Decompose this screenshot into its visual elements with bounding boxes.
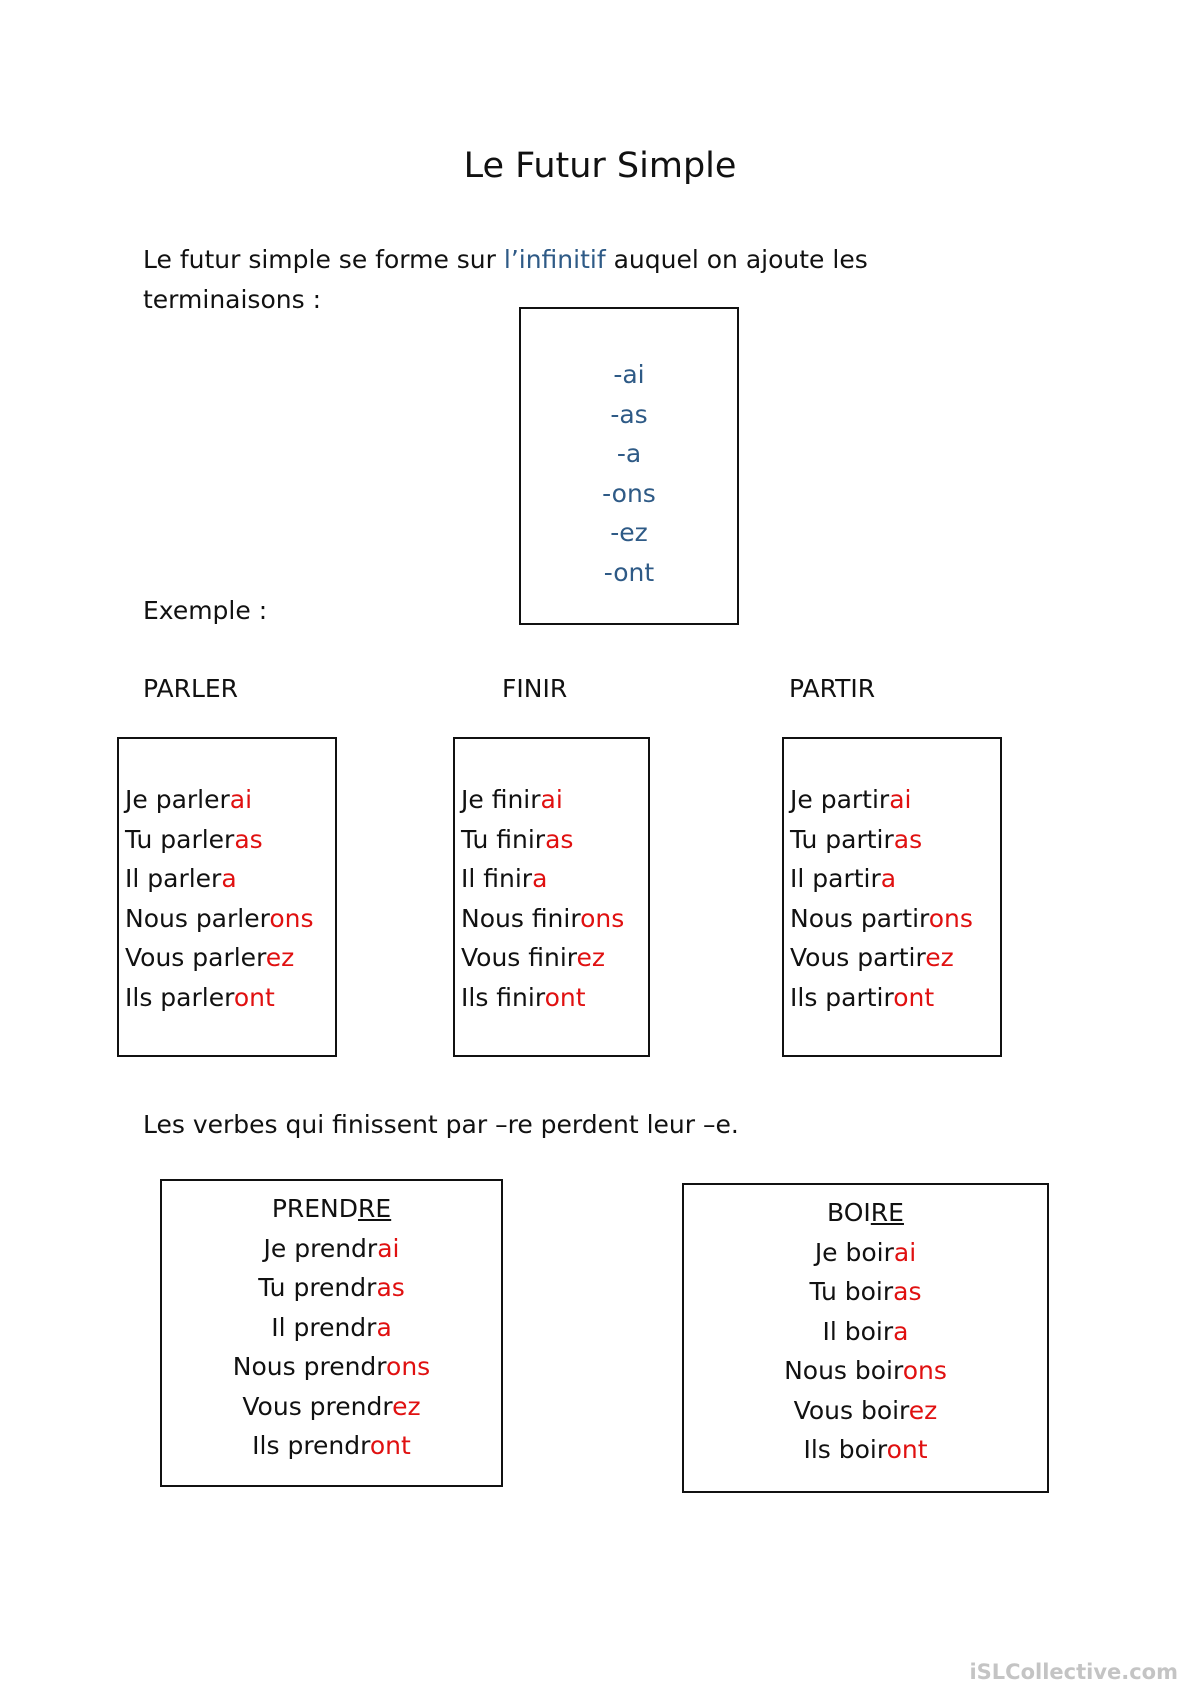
conjugation-row bbox=[162, 1308, 501, 1348]
row-ending: ez bbox=[925, 943, 954, 972]
row-ending: ons bbox=[269, 903, 314, 933]
row-stem: Nous finir bbox=[461, 903, 581, 933]
conjugation-row bbox=[790, 859, 1000, 899]
row-ending: as bbox=[376, 1273, 405, 1302]
conjugation-row bbox=[461, 899, 648, 939]
ending-item: -a bbox=[616, 439, 642, 468]
heading-suffix: RE bbox=[870, 1198, 904, 1227]
conjugation-row bbox=[790, 820, 1000, 860]
row-stem: Tu prendr bbox=[258, 1273, 377, 1302]
intro-after: auquel on ajoute les terminaisons : bbox=[143, 245, 868, 314]
row-ending: a bbox=[893, 1316, 909, 1346]
row-ending: as bbox=[545, 824, 574, 854]
conjugation-box-boire bbox=[682, 1183, 1049, 1493]
row-stem: Vous prendr bbox=[242, 1391, 393, 1421]
conjugation-row bbox=[461, 938, 648, 978]
ending-item: -ai bbox=[613, 360, 645, 389]
endings-box bbox=[519, 307, 739, 625]
row-ending: ont bbox=[886, 1435, 928, 1464]
row-ending: a bbox=[221, 864, 237, 893]
conjugation-row bbox=[162, 1229, 501, 1269]
verb-name-partir: PARTIR bbox=[789, 674, 876, 703]
conjugation-row bbox=[125, 938, 335, 978]
row-stem: Nous prendr bbox=[232, 1352, 387, 1381]
conjugation-row bbox=[125, 780, 335, 820]
row-stem: Vous boir bbox=[793, 1395, 909, 1425]
row-ending: a bbox=[880, 864, 897, 893]
row-ending: as bbox=[893, 1277, 922, 1306]
row-ending: as bbox=[893, 824, 923, 854]
row-stem: Tu boir bbox=[809, 1277, 894, 1306]
row-stem: Il finir bbox=[461, 864, 533, 893]
conjugation-row bbox=[684, 1272, 1047, 1312]
heading-stem: BOI bbox=[827, 1198, 871, 1227]
row-stem: Je boir bbox=[814, 1237, 894, 1267]
row-ending: ez bbox=[392, 1391, 421, 1421]
conjugation-row bbox=[125, 899, 335, 939]
row-stem: Il parler bbox=[125, 864, 222, 893]
row-stem: Vous partir bbox=[790, 943, 926, 972]
ending-item: -ez bbox=[610, 518, 648, 547]
row-stem: Tu partir bbox=[790, 824, 894, 854]
row-ending: ons bbox=[928, 903, 973, 933]
row-ending: as bbox=[234, 824, 263, 854]
row-ending: ons bbox=[902, 1356, 947, 1385]
verb-name-parler: PARLER bbox=[143, 674, 239, 703]
conjugation-row bbox=[684, 1351, 1047, 1391]
row-stem: Tu finir bbox=[461, 824, 546, 854]
row-ending: a bbox=[532, 864, 548, 893]
conjugation-row bbox=[684, 1233, 1047, 1273]
conjugation-row bbox=[125, 978, 335, 1018]
row-stem: Je finir bbox=[461, 785, 541, 814]
row-ending: ez bbox=[265, 943, 295, 972]
row-ending: ont bbox=[893, 982, 935, 1012]
row-stem: Je parler bbox=[125, 785, 230, 814]
verb-heading-prendre bbox=[162, 1189, 501, 1229]
verb-heading-boire bbox=[684, 1193, 1047, 1233]
heading-stem: PREND bbox=[271, 1194, 359, 1223]
row-stem: Nous partir bbox=[790, 903, 929, 933]
row-ending: ons bbox=[580, 903, 625, 933]
row-ending: ai bbox=[229, 785, 253, 814]
conjugation-row bbox=[162, 1426, 501, 1466]
verb-name-finir: FINIR bbox=[502, 674, 568, 703]
row-ending: ai bbox=[893, 1237, 917, 1267]
row-stem: Il boir bbox=[822, 1316, 894, 1346]
ending-item: -ons bbox=[602, 478, 656, 508]
row-stem: Je prendr bbox=[263, 1233, 378, 1263]
conjugation-row bbox=[125, 820, 335, 860]
row-ending: ont bbox=[544, 982, 586, 1012]
heading-suffix: RE bbox=[358, 1194, 392, 1223]
conjugation-row bbox=[790, 780, 1000, 820]
conjugation-row bbox=[461, 780, 648, 820]
row-stem: Nous boir bbox=[784, 1356, 903, 1385]
row-stem: Ils finir bbox=[461, 982, 545, 1012]
example-label: Exemple : bbox=[143, 596, 268, 625]
conjugation-row bbox=[162, 1268, 501, 1308]
row-ending: ons bbox=[386, 1352, 431, 1381]
ending-item: -ont bbox=[603, 557, 655, 587]
conjugation-row bbox=[684, 1391, 1047, 1431]
row-stem: Vous parler bbox=[125, 943, 266, 972]
row-stem: Ils prendr bbox=[252, 1431, 370, 1460]
row-ending: ont bbox=[369, 1431, 411, 1460]
conjugation-box-finir bbox=[453, 737, 650, 1057]
row-ending: ai bbox=[889, 785, 912, 814]
re-rule-text: Les verbes qui finissent par –re perdent leur –e. bbox=[143, 1110, 739, 1139]
conjugation-row bbox=[684, 1312, 1047, 1352]
row-stem: Il partir bbox=[790, 864, 881, 893]
conjugation-row bbox=[790, 938, 1000, 978]
conjugation-row bbox=[790, 899, 1000, 939]
conjugation-row bbox=[790, 978, 1000, 1018]
intro-before: Le futur simple se forme sur bbox=[143, 245, 504, 274]
conjugation-row bbox=[461, 978, 648, 1018]
row-ending: ez bbox=[908, 1395, 938, 1425]
row-ending: ai bbox=[540, 785, 563, 814]
conjugation-row bbox=[162, 1387, 501, 1427]
conjugation-box-prendre bbox=[160, 1179, 503, 1487]
row-stem: Ils partir bbox=[790, 982, 894, 1012]
conjugation-box-partir bbox=[782, 737, 1002, 1057]
ending-item: -as bbox=[610, 399, 648, 429]
row-stem: Ils boir bbox=[803, 1435, 887, 1464]
row-stem: Il prendr bbox=[271, 1312, 377, 1342]
row-stem: Ils parler bbox=[125, 982, 234, 1012]
row-ending: a bbox=[376, 1312, 392, 1342]
row-stem: Tu parler bbox=[125, 824, 235, 854]
conjugation-box-parler bbox=[117, 737, 337, 1057]
row-ending: ai bbox=[377, 1233, 400, 1263]
row-ending: ont bbox=[233, 982, 275, 1012]
watermark-logo: iSLCollective.com bbox=[969, 1660, 1178, 1684]
intro-infinitive: l’infinitif bbox=[503, 245, 606, 274]
conjugation-row bbox=[461, 820, 648, 860]
page-title: Le Futur Simple bbox=[463, 146, 737, 186]
row-stem: Nous parler bbox=[125, 903, 270, 933]
conjugation-row bbox=[684, 1430, 1047, 1470]
row-stem: Vous finir bbox=[461, 943, 577, 972]
conjugation-row bbox=[162, 1347, 501, 1387]
row-stem: Je partir bbox=[790, 785, 890, 814]
conjugation-row bbox=[461, 859, 648, 899]
conjugation-row bbox=[125, 859, 335, 899]
row-ending: ez bbox=[576, 943, 606, 972]
